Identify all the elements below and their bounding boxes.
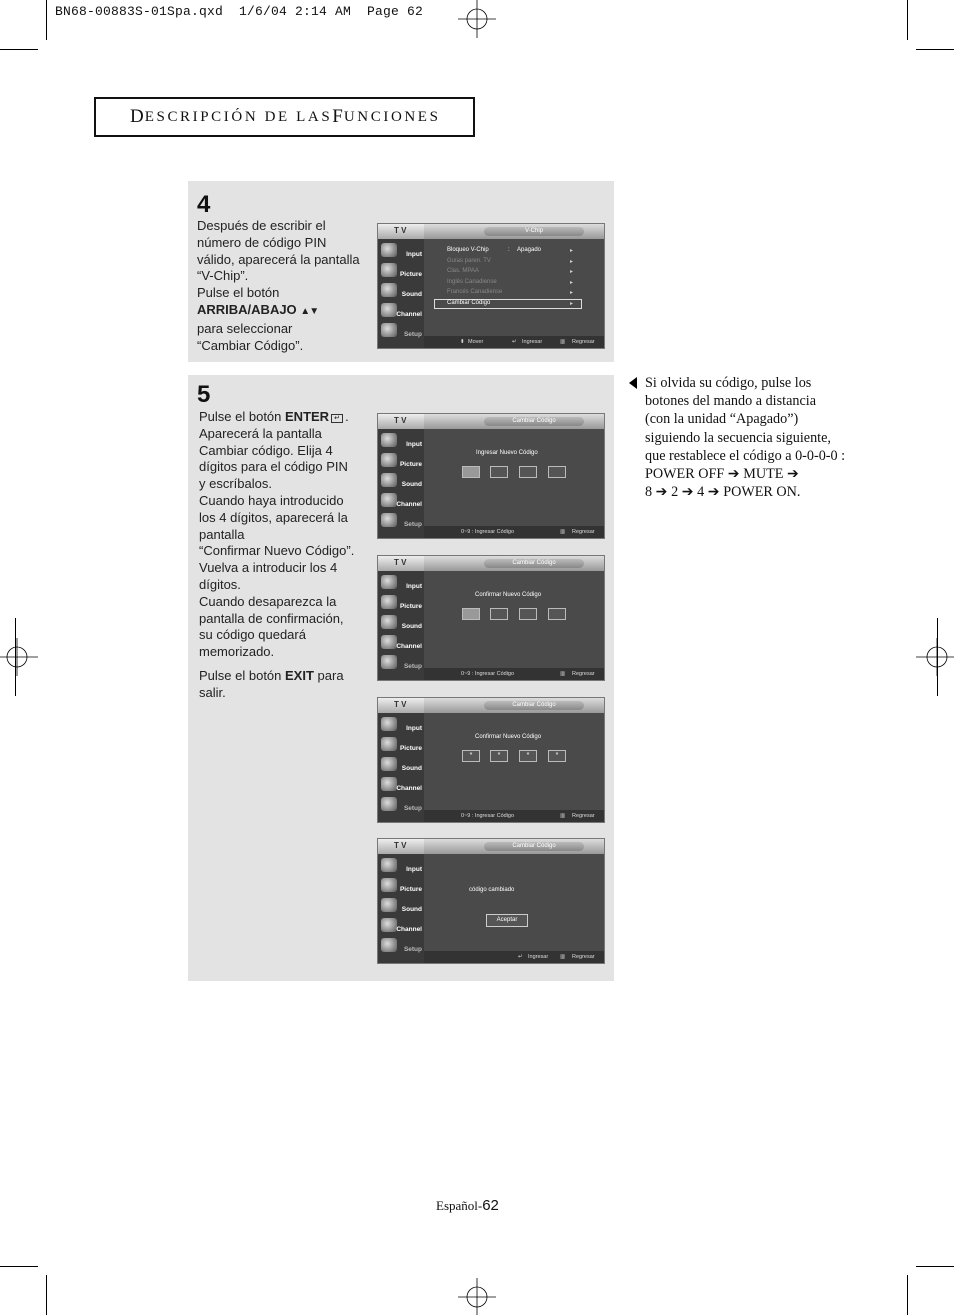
- crop-mark: [15, 618, 16, 696]
- sound-icon: [381, 615, 397, 629]
- sidebar-item-sound: Sound: [378, 896, 424, 916]
- picture-icon: [381, 263, 397, 277]
- ok-button: Aceptar: [486, 914, 528, 927]
- sidebar-item-channel: Channel: [378, 775, 424, 795]
- message-text: código cambiado: [469, 887, 515, 893]
- tv-sidebar: [378, 429, 424, 538]
- pin-digit-box: [462, 466, 480, 478]
- sidebar-item-setup: Setup: [378, 321, 424, 341]
- tv-screen-confirm-code: [377, 555, 605, 681]
- sidebar-item-sound: Sound: [378, 613, 424, 633]
- picture-icon: [381, 453, 397, 467]
- sidebar-item-channel: Channel: [378, 301, 424, 321]
- sidebar-item-setup: Setup: [378, 795, 424, 815]
- tv-footer: 0~9 : Ingresar Código ▥ Regresar: [424, 526, 604, 538]
- menu-item-value: Apagado: [517, 247, 542, 253]
- pin-digit-box: [519, 466, 537, 478]
- crop-mark: [0, 1266, 38, 1267]
- step-4-text: Después de escribir el número de código PIN válido, aparecerá la pantalla “V-Chip”. Pulse el botón ARRIBA/ABAJO ▲▼ para seleccionar “Cambiar Código”.: [197, 218, 360, 353]
- step-5-text: Pulse el botón ENTER ↵ . Aparecerá la pantalla Cambiar código. Elija 4 dígitos para el código PIN y escríbalos. Cuando haya introducido los 4 dígitos, aparecerá la pantalla “Confirmar Nuevo Código”. Vuelva a introducir los 4 dígitos. Cuando desaparezca la pantalla de confirmación, su código quedará memorizado. Pulse el botón EXIT para salir.: [199, 409, 355, 700]
- move-icon: ⬍: [460, 339, 465, 345]
- menu-item-label: Francés Canadiense: [447, 289, 503, 295]
- prompt-text: Ingresar Nuevo Código: [476, 450, 538, 456]
- prompt-text: Confirmar Nuevo Código: [475, 592, 542, 598]
- picture-icon: [381, 595, 397, 609]
- tv-screen-vchip: [377, 223, 605, 349]
- sidebar-item-picture: Picture: [378, 876, 424, 896]
- return-icon: ▥: [560, 954, 566, 960]
- chevron-right-icon: ▸: [570, 290, 574, 296]
- pin-digit-box: [548, 608, 566, 620]
- tv-label: T V: [378, 698, 424, 713]
- enter-icon: ↵: [518, 954, 523, 960]
- sidebar-item-channel: Channel: [378, 491, 424, 511]
- tv-footer: 0~9 : Ingresar Código ▥ Regresar: [424, 810, 604, 822]
- sidebar-item-picture: Picture: [378, 735, 424, 755]
- sidebar-item-input: Input: [378, 573, 424, 593]
- return-icon: ▥: [560, 529, 566, 535]
- page-footer: Español-62: [436, 1197, 499, 1214]
- sidebar-item-setup: Setup: [378, 936, 424, 956]
- registration-mark-icon: [458, 0, 496, 38]
- setup-icon: [381, 938, 397, 952]
- screen-title: Cambiar Código: [484, 842, 584, 851]
- chevron-right-icon: ▸: [570, 301, 574, 307]
- screen-title: Cambiar Código: [484, 559, 584, 568]
- crop-mark: [916, 49, 954, 50]
- tv-sidebar: [378, 571, 424, 680]
- triangle-left-icon: [629, 377, 637, 389]
- step-number: 5: [197, 381, 211, 408]
- crop-mark: [907, 0, 908, 40]
- sidebar-item-input: Input: [378, 241, 424, 261]
- crop-mark: [937, 618, 938, 696]
- setup-icon: [381, 797, 397, 811]
- sidebar-item-channel: Channel: [378, 633, 424, 653]
- screen-title: Cambiar Código: [484, 417, 584, 426]
- crop-mark: [916, 1266, 954, 1267]
- sidebar-item-input: Input: [378, 856, 424, 876]
- sidebar-item-setup: Setup: [378, 653, 424, 673]
- chevron-right-icon: ▸: [570, 248, 574, 254]
- sidebar-item-sound: Sound: [378, 755, 424, 775]
- menu-item-label: Clas. MPAA: [447, 268, 479, 274]
- tv-screen-confirm-code-filled: [377, 697, 605, 823]
- input-icon: [381, 858, 397, 872]
- chevron-right-icon: ▸: [570, 280, 574, 286]
- menu-item-label: Bloqueo V-Chip: [447, 247, 489, 253]
- registration-mark-icon: [916, 638, 954, 676]
- sound-icon: [381, 757, 397, 771]
- pin-digit-box: [490, 608, 508, 620]
- crop-mark: [46, 1275, 47, 1315]
- tv-label: T V: [378, 556, 424, 571]
- input-icon: [381, 575, 397, 589]
- sidebar-item-picture: Picture: [378, 261, 424, 281]
- sidebar-item-sound: Sound: [378, 281, 424, 301]
- sound-icon: [381, 898, 397, 912]
- screen-title: Cambiar Código: [484, 701, 584, 710]
- step-number: 4: [197, 191, 211, 218]
- tv-label: T V: [378, 414, 424, 429]
- picture-icon: [381, 878, 397, 892]
- registration-mark-icon: [458, 1278, 496, 1315]
- section-title: D ESCRIPCIÓN DE LAS F UNCIONES: [94, 97, 475, 137]
- sound-icon: [381, 283, 397, 297]
- tv-label: T V: [378, 839, 424, 854]
- menu-area: Bloqueo V-Chip : Apagado ▸ Guías paren. TV ▸ Clas. MPAA ▸ Inglés Canadiense ▸ Francés Canadiense ▸ Cambiar Código ▸: [424, 239, 604, 336]
- pin-digit-box: *: [548, 750, 566, 762]
- sidebar-item-setup: Setup: [378, 511, 424, 531]
- sidebar-item-channel: Channel: [378, 916, 424, 936]
- chevron-right-icon: ▸: [570, 259, 574, 265]
- pin-digit-box: [462, 608, 480, 620]
- return-icon: ▥: [560, 813, 566, 819]
- channel-icon: [381, 303, 397, 317]
- pin-digit-box: [490, 466, 508, 478]
- sound-icon: [381, 473, 397, 487]
- pin-digit-box: *: [462, 750, 480, 762]
- tv-sidebar: [378, 854, 424, 963]
- return-icon: ▥: [560, 671, 566, 677]
- enter-icon: ↵: [512, 339, 517, 345]
- input-icon: [381, 243, 397, 257]
- pin-digit-box: *: [490, 750, 508, 762]
- sidebar-item-picture: Picture: [378, 593, 424, 613]
- tv-sidebar: [378, 713, 424, 822]
- sidebar-item-picture: Picture: [378, 451, 424, 471]
- menu-item-label: Guías paren. TV: [447, 258, 491, 264]
- page-number: 62: [482, 1197, 499, 1214]
- prompt-text: Confirmar Nuevo Código: [475, 734, 542, 740]
- menu-area: [424, 571, 604, 668]
- tv-sidebar: [378, 239, 424, 348]
- setup-icon: [381, 655, 397, 669]
- return-icon: ▥: [560, 339, 566, 345]
- menu-item-label: Inglés Canadiense: [447, 279, 497, 285]
- button-name: ARRIBA/ABAJO: [197, 301, 297, 317]
- tv-footer: 0~9 : Ingresar Código ▥ Regresar: [424, 668, 604, 680]
- setup-icon: [381, 323, 397, 337]
- channel-icon: [381, 777, 397, 791]
- tv-screen-enter-code: [377, 413, 605, 539]
- tv-footer: ↵ Ingresar ▥ Regresar: [424, 951, 604, 963]
- input-icon: [381, 717, 397, 731]
- pin-digit-box: [519, 608, 537, 620]
- tv-label: T V: [378, 224, 424, 239]
- crop-mark: [46, 0, 47, 40]
- menu-area: [424, 713, 604, 810]
- menu-area: [424, 429, 604, 526]
- sidebar-item-sound: Sound: [378, 471, 424, 491]
- screen-title: V-Chip: [484, 227, 584, 236]
- enter-key-icon: ↵: [331, 414, 343, 423]
- tv-footer: ⬍ Mover ↵ Ingresar ▥ Regresar: [424, 336, 604, 348]
- picture-icon: [381, 737, 397, 751]
- setup-icon: [381, 513, 397, 527]
- sidebar-item-input: Input: [378, 715, 424, 735]
- menu-area: [424, 854, 604, 951]
- sidebar-item-input: Input: [378, 431, 424, 451]
- pin-digit-box: [548, 466, 566, 478]
- channel-icon: [381, 918, 397, 932]
- pin-digit-box: *: [519, 750, 537, 762]
- channel-icon: [381, 635, 397, 649]
- crop-mark: [0, 49, 38, 50]
- side-note: Si olvida su código, pulse los botones del mando a distancia (con la unidad “Apagado”) siguiendo la secuencia siguiente, que restablece el código a 0-0-0-0 : POWER OFF ➔ MUTE ➔ 8 ➔ 2 ➔ 4 ➔ POWER ON.: [629, 374, 869, 501]
- tv-screen-code-changed: [377, 838, 605, 964]
- up-down-arrows-icon: ▲▼: [300, 305, 319, 317]
- input-icon: [381, 433, 397, 447]
- menu-item-label: Cambiar Código: [447, 300, 491, 306]
- chevron-right-icon: ▸: [570, 269, 574, 275]
- crop-mark: [907, 1275, 908, 1315]
- channel-icon: [381, 493, 397, 507]
- print-slug: BN68-00883S-01Spa.qxd 1/6/04 2:14 AM Page 62: [55, 4, 424, 19]
- registration-mark-icon: [0, 638, 38, 676]
